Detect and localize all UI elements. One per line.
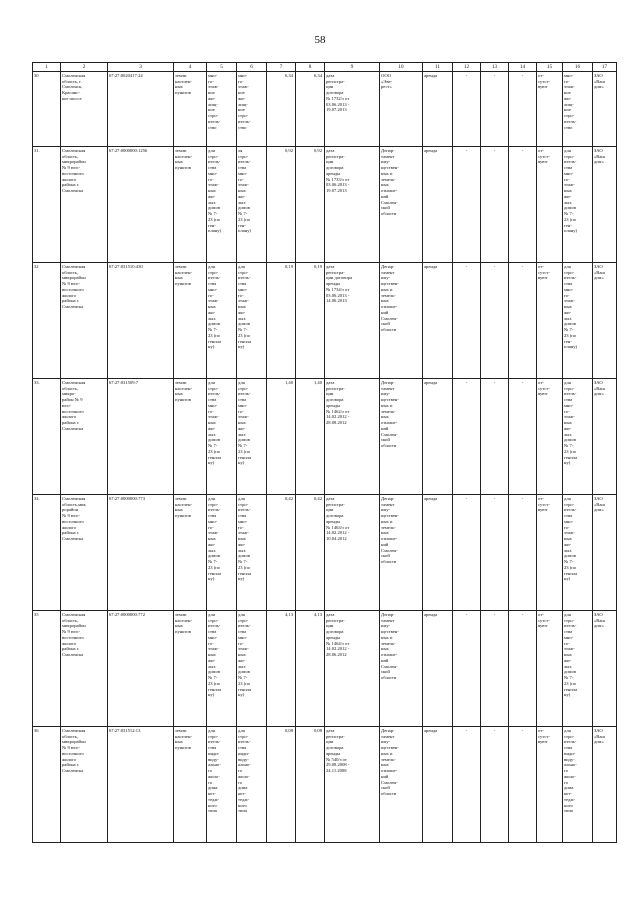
dash-cell: - bbox=[481, 495, 509, 611]
header-row bbox=[33, 63, 617, 72]
registration-cell: дата регистра- ции договора аренды № 1733/з от 03.06.2013 - 19.07.2013 bbox=[325, 147, 380, 263]
cadastral-number-cell: 67:27:031512:13 bbox=[108, 727, 174, 843]
registration-cell: дата регистра- ции договора аренды № 1462/з от 14.02.2012 - 28.08.2012 bbox=[325, 379, 380, 495]
use-purpose-cell: для стро- итель- ства мно- го- этаж- ных жи- лых домов № 7- 23 (по ген- плану) bbox=[563, 147, 593, 263]
use-purpose-cell: мно- го- этаж- ное жи- лищ- ное стро- итель- ство bbox=[563, 72, 593, 147]
column-number: 3 bbox=[108, 63, 174, 72]
column-number: 12 bbox=[453, 63, 481, 72]
location-cell: Смоленская область, микрорайон № 9 юго- восточного жилого района г. Смоленска bbox=[61, 263, 108, 379]
use-purpose-cell: для стро- итель- ства мно- го- этаж- ных жи- лых домов № 7- 23 (по ген- плану) bbox=[563, 263, 593, 379]
right-type-cell: аренда bbox=[423, 147, 453, 263]
land-plots-table bbox=[32, 62, 617, 843]
permitted-use-cell: мно- го- этаж- ное жи- лищ- ное стро- итель- ство bbox=[207, 72, 237, 147]
column-number: 10 bbox=[380, 63, 423, 72]
land-category-cell: земли населен- ных пунктов bbox=[174, 727, 207, 843]
area-cell: 0,92 bbox=[267, 147, 296, 263]
area-cell: 6,34 bbox=[267, 72, 296, 147]
use-purpose-cell: для стро- итель- ства мно- го- этаж- ных жи- лых домов № 7- 23 (по генпла ну) bbox=[563, 495, 593, 611]
column-number: 2 bbox=[61, 63, 108, 72]
column-number: 1 bbox=[33, 63, 61, 72]
dash-cell: - bbox=[509, 263, 537, 379]
table-row bbox=[33, 611, 617, 727]
actual-use-cell: для стро- итель- ства мно- го- этаж- ных жи- лых домов № 7- 23 (по генпла ну) bbox=[237, 379, 267, 495]
area-cell: 0,42 bbox=[296, 495, 325, 611]
owner-cell: Депар- тамент иму- ществен- ных и земель- ных отноше- ний Смолен- ской области bbox=[380, 147, 423, 263]
area-cell: 0,19 bbox=[267, 263, 296, 379]
dash-cell: - bbox=[453, 611, 481, 727]
cadastral-number-cell: 67:27:031509:7 bbox=[108, 379, 174, 495]
right-type-cell: аренда bbox=[423, 72, 453, 147]
right-type-cell: аренда bbox=[423, 611, 453, 727]
row-number: 32 bbox=[33, 263, 61, 379]
location-cell: Смоленская область, микрорайон № 9 юго- восточного жилого района г. Смоленска bbox=[61, 727, 108, 843]
actual-use-cell: для стро- итель- ства инди- виду- ально- го жило- го дома кот- тедж- ного типа bbox=[237, 727, 267, 843]
table-row bbox=[33, 263, 617, 379]
cadastral-number-cell: 67:27:031510:430 bbox=[108, 263, 174, 379]
land-category-cell: земли населен- ных пунктов bbox=[174, 611, 207, 727]
registration-cell: дата регистра- ции договора аренды № 540/з от 29.08.2008 - 24.11.2008 bbox=[325, 727, 380, 843]
dash-cell: - bbox=[481, 263, 509, 379]
registration-cell: дата регистра- ции договора № 1732/з от 03.06.2013 - 19.07.2013 bbox=[325, 72, 380, 147]
area-cell: 0,08 bbox=[267, 727, 296, 843]
permitted-use-cell: для стро- итель- ства инди- виду- ально- го жило- го дома кот- тедж- ного типа bbox=[207, 727, 237, 843]
dash-cell: - bbox=[509, 611, 537, 727]
dash-cell: - bbox=[453, 263, 481, 379]
table-row bbox=[33, 72, 617, 147]
owner-cell: Депар- тамент иму- ществен- ных и земель- ных отноше- ний Смолен- ской области bbox=[380, 495, 423, 611]
dash-cell: - bbox=[481, 611, 509, 727]
cadastral-number-cell: 67:27:0000000:1256 bbox=[108, 147, 174, 263]
dash-cell: - bbox=[481, 727, 509, 843]
land-category-cell: земли населен- ных пунктов bbox=[174, 72, 207, 147]
dash-cell: - bbox=[453, 379, 481, 495]
column-number: 13 bbox=[481, 63, 509, 72]
developer-cell: ЗАО «Ваш дом» bbox=[593, 263, 617, 379]
developer-cell: ЗАО «Ваш дом» bbox=[593, 72, 617, 147]
permitted-use-cell: для стро- итель- ства мно- го- этаж- ных жи- лых домов № 7- 23 (по генпла ну) bbox=[207, 611, 237, 727]
page-number: 58 bbox=[314, 34, 326, 46]
developer-cell: ЗАО «Ваш дом» bbox=[593, 495, 617, 611]
right-type-cell: аренда bbox=[423, 495, 453, 611]
permitted-use-cell: для стро- итель- ства мно- го- этаж- ных жи- лых домов № 7- 23 (по генпла ну) bbox=[207, 263, 237, 379]
encumbrance-cell: от- сутст- вуют bbox=[537, 72, 563, 147]
dash-cell: - bbox=[481, 147, 509, 263]
registration-cell: дата регистра- ции договора аренды № 1734/з от 03.06.2013 - 14.06.2013 bbox=[325, 263, 380, 379]
owner-cell: Депар- тамент иму- ществен- ных и земель- ных отноше- ний Смолен- ской области bbox=[380, 727, 423, 843]
column-number: 8 bbox=[296, 63, 325, 72]
area-cell: 4,13 bbox=[267, 611, 296, 727]
column-number: 5 bbox=[207, 63, 237, 72]
column-number: 15 bbox=[537, 63, 563, 72]
cadastral-number-cell: 67:27:0020417:24 bbox=[108, 72, 174, 147]
table-row bbox=[33, 727, 617, 843]
row-number: 33. bbox=[33, 379, 61, 495]
row-number: 30 bbox=[33, 72, 61, 147]
registration-cell: дата регистра- ции договора аренды № 1464/з от 14.02.2012 - 28.06.2012 bbox=[325, 611, 380, 727]
location-cell: Смоленская область, микрорайон № 9 юго- восточного жилого района г. Смоленска bbox=[61, 147, 108, 263]
dash-cell: - bbox=[453, 72, 481, 147]
owner-cell: Депар- тамент иму- ществен- ных и земель- ных отноше- ний Смолен- ской области bbox=[380, 611, 423, 727]
area-cell: 0,92 bbox=[296, 147, 325, 263]
developer-cell: ЗАО «Ваш дом» bbox=[593, 147, 617, 263]
owner-cell: ООО «Эве- рест» bbox=[380, 72, 423, 147]
actual-use-cell: ля стро- итель- ства мно- го- этаж- ных жи- лых домов № 7- 23 (по ген- плану) bbox=[237, 147, 267, 263]
developer-cell: ЗАО «Ваш дом» bbox=[593, 611, 617, 727]
dash-cell: - bbox=[509, 147, 537, 263]
column-number: 7 bbox=[267, 63, 296, 72]
land-category-cell: земли населен- ных пунктов bbox=[174, 263, 207, 379]
row-number: 31. bbox=[33, 147, 61, 263]
column-number: 9 bbox=[325, 63, 380, 72]
column-number: 11 bbox=[423, 63, 453, 72]
dash-cell: - bbox=[509, 727, 537, 843]
area-cell: 0,19 bbox=[296, 263, 325, 379]
land-category-cell: земли населен- ных пунктов bbox=[174, 147, 207, 263]
permitted-use-cell: для стро- итель- ства мно- го- этаж- ных жи- лых домов № 7- 23 (по ген- плану) bbox=[207, 147, 237, 263]
dash-cell: - bbox=[453, 495, 481, 611]
permitted-use-cell: для стро- итель- ства мно- го- этаж- ных жи- лых домов № 7- 23 (по генпла ну) bbox=[207, 495, 237, 611]
use-purpose-cell: для стро- итель- ства мно- го- этаж- ных жи- лых домов № 7- 23 (по генпла ну) bbox=[563, 379, 593, 495]
encumbrance-cell: от- сутст- вуют bbox=[537, 147, 563, 263]
encumbrance-cell: от- сутст- вуют bbox=[537, 727, 563, 843]
use-purpose-cell: для стро- итель- ства инди- виду- ально- го жило- го дома кот- тедж- ного типа bbox=[563, 727, 593, 843]
registration-cell: дата регистра- ции договора аренды № 1463/з от 14.02.2012 - 10.04.2012 bbox=[325, 495, 380, 611]
developer-cell: ЗАО «Ваш дом» bbox=[593, 727, 617, 843]
encumbrance-cell: от- сутст- вуют bbox=[537, 611, 563, 727]
dash-cell: - bbox=[453, 727, 481, 843]
encumbrance-cell: от- сутст- вуют bbox=[537, 263, 563, 379]
cadastral-number-cell: 67:27:0000000:773 bbox=[108, 495, 174, 611]
use-purpose-cell: для стро- итель- ства мно- го- этаж- ных жи- лых домов № 7- 23 (по генпла ну) bbox=[563, 611, 593, 727]
actual-use-cell: для стро- итель- ства мно- го- этаж- ных жи- лых домов № 7- 23 (по генпла ну) bbox=[237, 611, 267, 727]
dash-cell: - bbox=[481, 72, 509, 147]
area-cell: 4,13 bbox=[296, 611, 325, 727]
area-cell: 6,34 bbox=[296, 72, 325, 147]
dash-cell: - bbox=[481, 379, 509, 495]
dash-cell: - bbox=[453, 147, 481, 263]
permitted-use-cell: для стро- итель- ства мно- го- этаж- ных жи- лых домов № 7- 23 (по генпла ну) bbox=[207, 379, 237, 495]
dash-cell: - bbox=[509, 495, 537, 611]
encumbrance-cell: от- сутст- вуют bbox=[537, 495, 563, 611]
dash-cell: - bbox=[509, 379, 537, 495]
area-cell: 0,08 bbox=[296, 727, 325, 843]
table-row bbox=[33, 379, 617, 495]
column-number: 17 bbox=[593, 63, 617, 72]
table-row bbox=[33, 495, 617, 611]
location-cell: Смоленская область, г. Смоленск, Красинс- кое шоссе bbox=[61, 72, 108, 147]
area-cell: 0,42 bbox=[267, 495, 296, 611]
right-type-cell: аренда bbox=[423, 727, 453, 843]
column-number: 16 bbox=[563, 63, 593, 72]
right-type-cell: аренда bbox=[423, 263, 453, 379]
right-type-cell: аренда bbox=[423, 379, 453, 495]
encumbrance-cell: от- сутст- вуют bbox=[537, 379, 563, 495]
table-row bbox=[33, 147, 617, 263]
cadastral-number-cell: 67:27:0000000:772 bbox=[108, 611, 174, 727]
location-cell: Смоленская область, микро- район № 9 юго- восточного жилого района г. Смоленска bbox=[61, 379, 108, 495]
location-cell: Смоленская область, микрорайон № 9 юго- восточного жилого района г. Смоленска bbox=[61, 611, 108, 727]
row-number: 36 bbox=[33, 727, 61, 843]
land-category-cell: земли населен- ных пунктов bbox=[174, 379, 207, 495]
owner-cell: Депар- тамент иму- ществен- ных и земель- ных отноше- ний Смолен- ской области bbox=[380, 379, 423, 495]
row-number: 35 bbox=[33, 611, 61, 727]
owner-cell: Депар- тамент иму- ществен- ных и земель- ных отноше- ний Смолен- ской области bbox=[380, 263, 423, 379]
area-cell: 1,40 bbox=[267, 379, 296, 495]
dash-cell: - bbox=[509, 72, 537, 147]
location-cell: Смоленская область,мик рорайон № 9 юго- восточного жилого района г. Смоленска bbox=[61, 495, 108, 611]
land-category-cell: земли населен- ных пунктов bbox=[174, 495, 207, 611]
column-number: 4 bbox=[174, 63, 207, 72]
actual-use-cell: для стро- итель- ства мно- го- этаж- ных жи- лых домов № 7- 23 (по генпла ну) bbox=[237, 495, 267, 611]
row-number: 34. bbox=[33, 495, 61, 611]
column-number: 6 bbox=[237, 63, 267, 72]
area-cell: 1,40 bbox=[296, 379, 325, 495]
column-number: 14 bbox=[509, 63, 537, 72]
actual-use-cell: мно- го- этаж- ное жи- лищ- ное стро- итель- ство bbox=[237, 72, 267, 147]
actual-use-cell: для стро- итель- ства мно- го- этаж- ных жи- лых домов № 7- 23 (по генпла ну) bbox=[237, 263, 267, 379]
developer-cell: ЗАО «Ваш дом» bbox=[593, 379, 617, 495]
